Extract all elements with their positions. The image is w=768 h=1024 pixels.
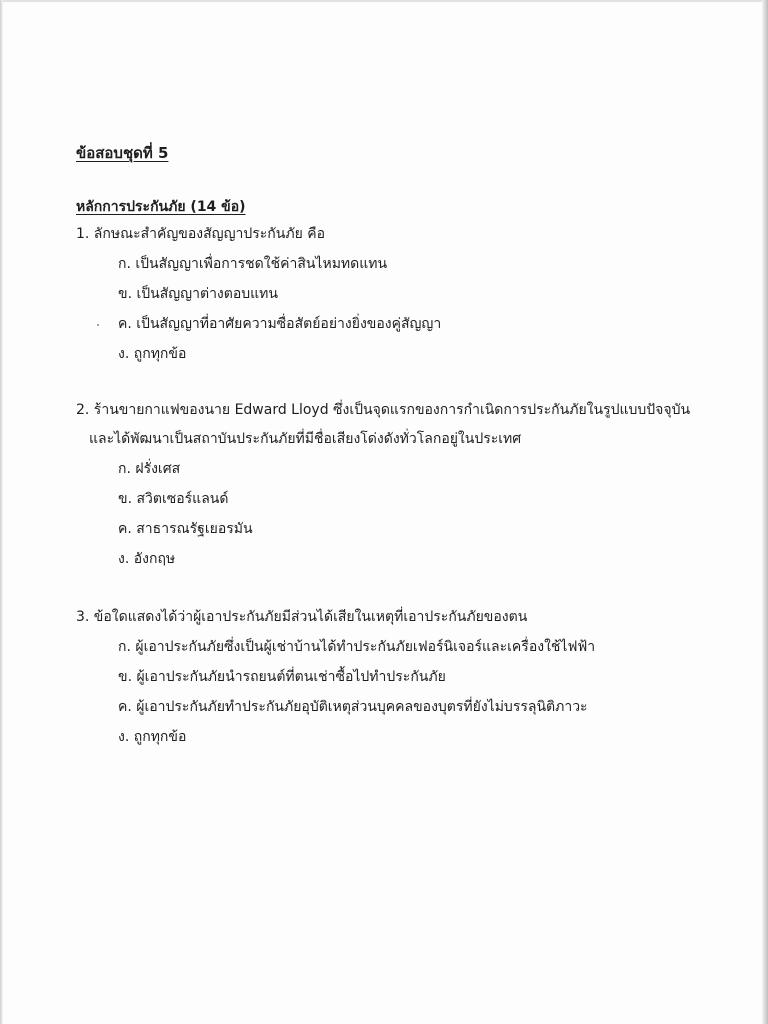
choice-item: ค. ผู้เอาประกันภัยทำประกันภัยอุบัติเหตุส่วนบุคคลของบุตรที่ยังไม่บรรลุนิติภาวะ: [118, 699, 588, 715]
scan-edge-left: [0, 0, 3, 1024]
choice-item: ง. ถูกทุกข้อ: [118, 729, 187, 745]
question-3-choices: [76, 632, 736, 752]
choice-item: ข. ผู้เอาประกันภัยนำรถยนต์ที่ตนเช่าซื้อไปทำประกันภัย: [118, 669, 446, 685]
choice-item: ข. สวิตเซอร์แลนด์: [118, 491, 229, 507]
question-2: [76, 396, 736, 574]
question-3-text: 3. ข้อใดแสดงได้ว่าผู้เอาประกันภัยมีส่วนได้เสียในเหตุที่เอาประกันภัยของตน: [76, 609, 528, 625]
choice-item: ค. สาธารณรัฐเยอรมัน: [118, 521, 253, 537]
choice-item: ง. ถูกทุกข้อ: [118, 346, 187, 362]
choice-item: ก. ฝรั่งเศส: [118, 461, 181, 477]
exam-set-title: ข้อสอบชุดที่ 5: [76, 144, 169, 162]
question-2-choices: [76, 454, 736, 574]
question-2-text: 2. ร้านขายกาแฟของนาย Edward Lloyd ซึ่งเป็นจุดแรกของการกำเนิดการประกันภัยในรูปแบบปัจจุบัน: [76, 402, 691, 418]
choice-item: ค. เป็นสัญญาที่อาศัยความซื่อสัตย์อย่างยิ่งของคู่สัญญา: [118, 316, 442, 332]
choice-item: ข. เป็นสัญญาต่างตอบแทน: [118, 286, 278, 302]
question-1-choices: [76, 249, 736, 369]
question-2-text-continued: และได้พัฒนาเป็นสถาบันประกันภัยที่มีชื่อเสียงโด่งดังทั่วโลกอยู่ในประเทศ: [89, 431, 522, 447]
section-heading: หลักการประกันภัย (14 ข้อ): [76, 199, 246, 215]
question-1: [76, 220, 736, 369]
scan-edge-top: [0, 0, 768, 2]
choice-item: ง. อังกฤษ: [118, 551, 176, 567]
scan-edge-right: [762, 0, 768, 1024]
choice-item: ก. ผู้เอาประกันภัยซึ่งเป็นผู้เช่าบ้านได้ทำประกันภัยเฟอร์นิเจอร์และเครื่องใช้ไฟฟ้า: [118, 639, 596, 655]
choice-item: ก. เป็นสัญญาเพื่อการชดใช้ค่าสินไหมทดแทน: [118, 256, 388, 272]
question-3: [76, 603, 736, 752]
question-1-text: 1. ลักษณะสำคัญของสัญญาประกันภัย คือ: [76, 226, 326, 242]
